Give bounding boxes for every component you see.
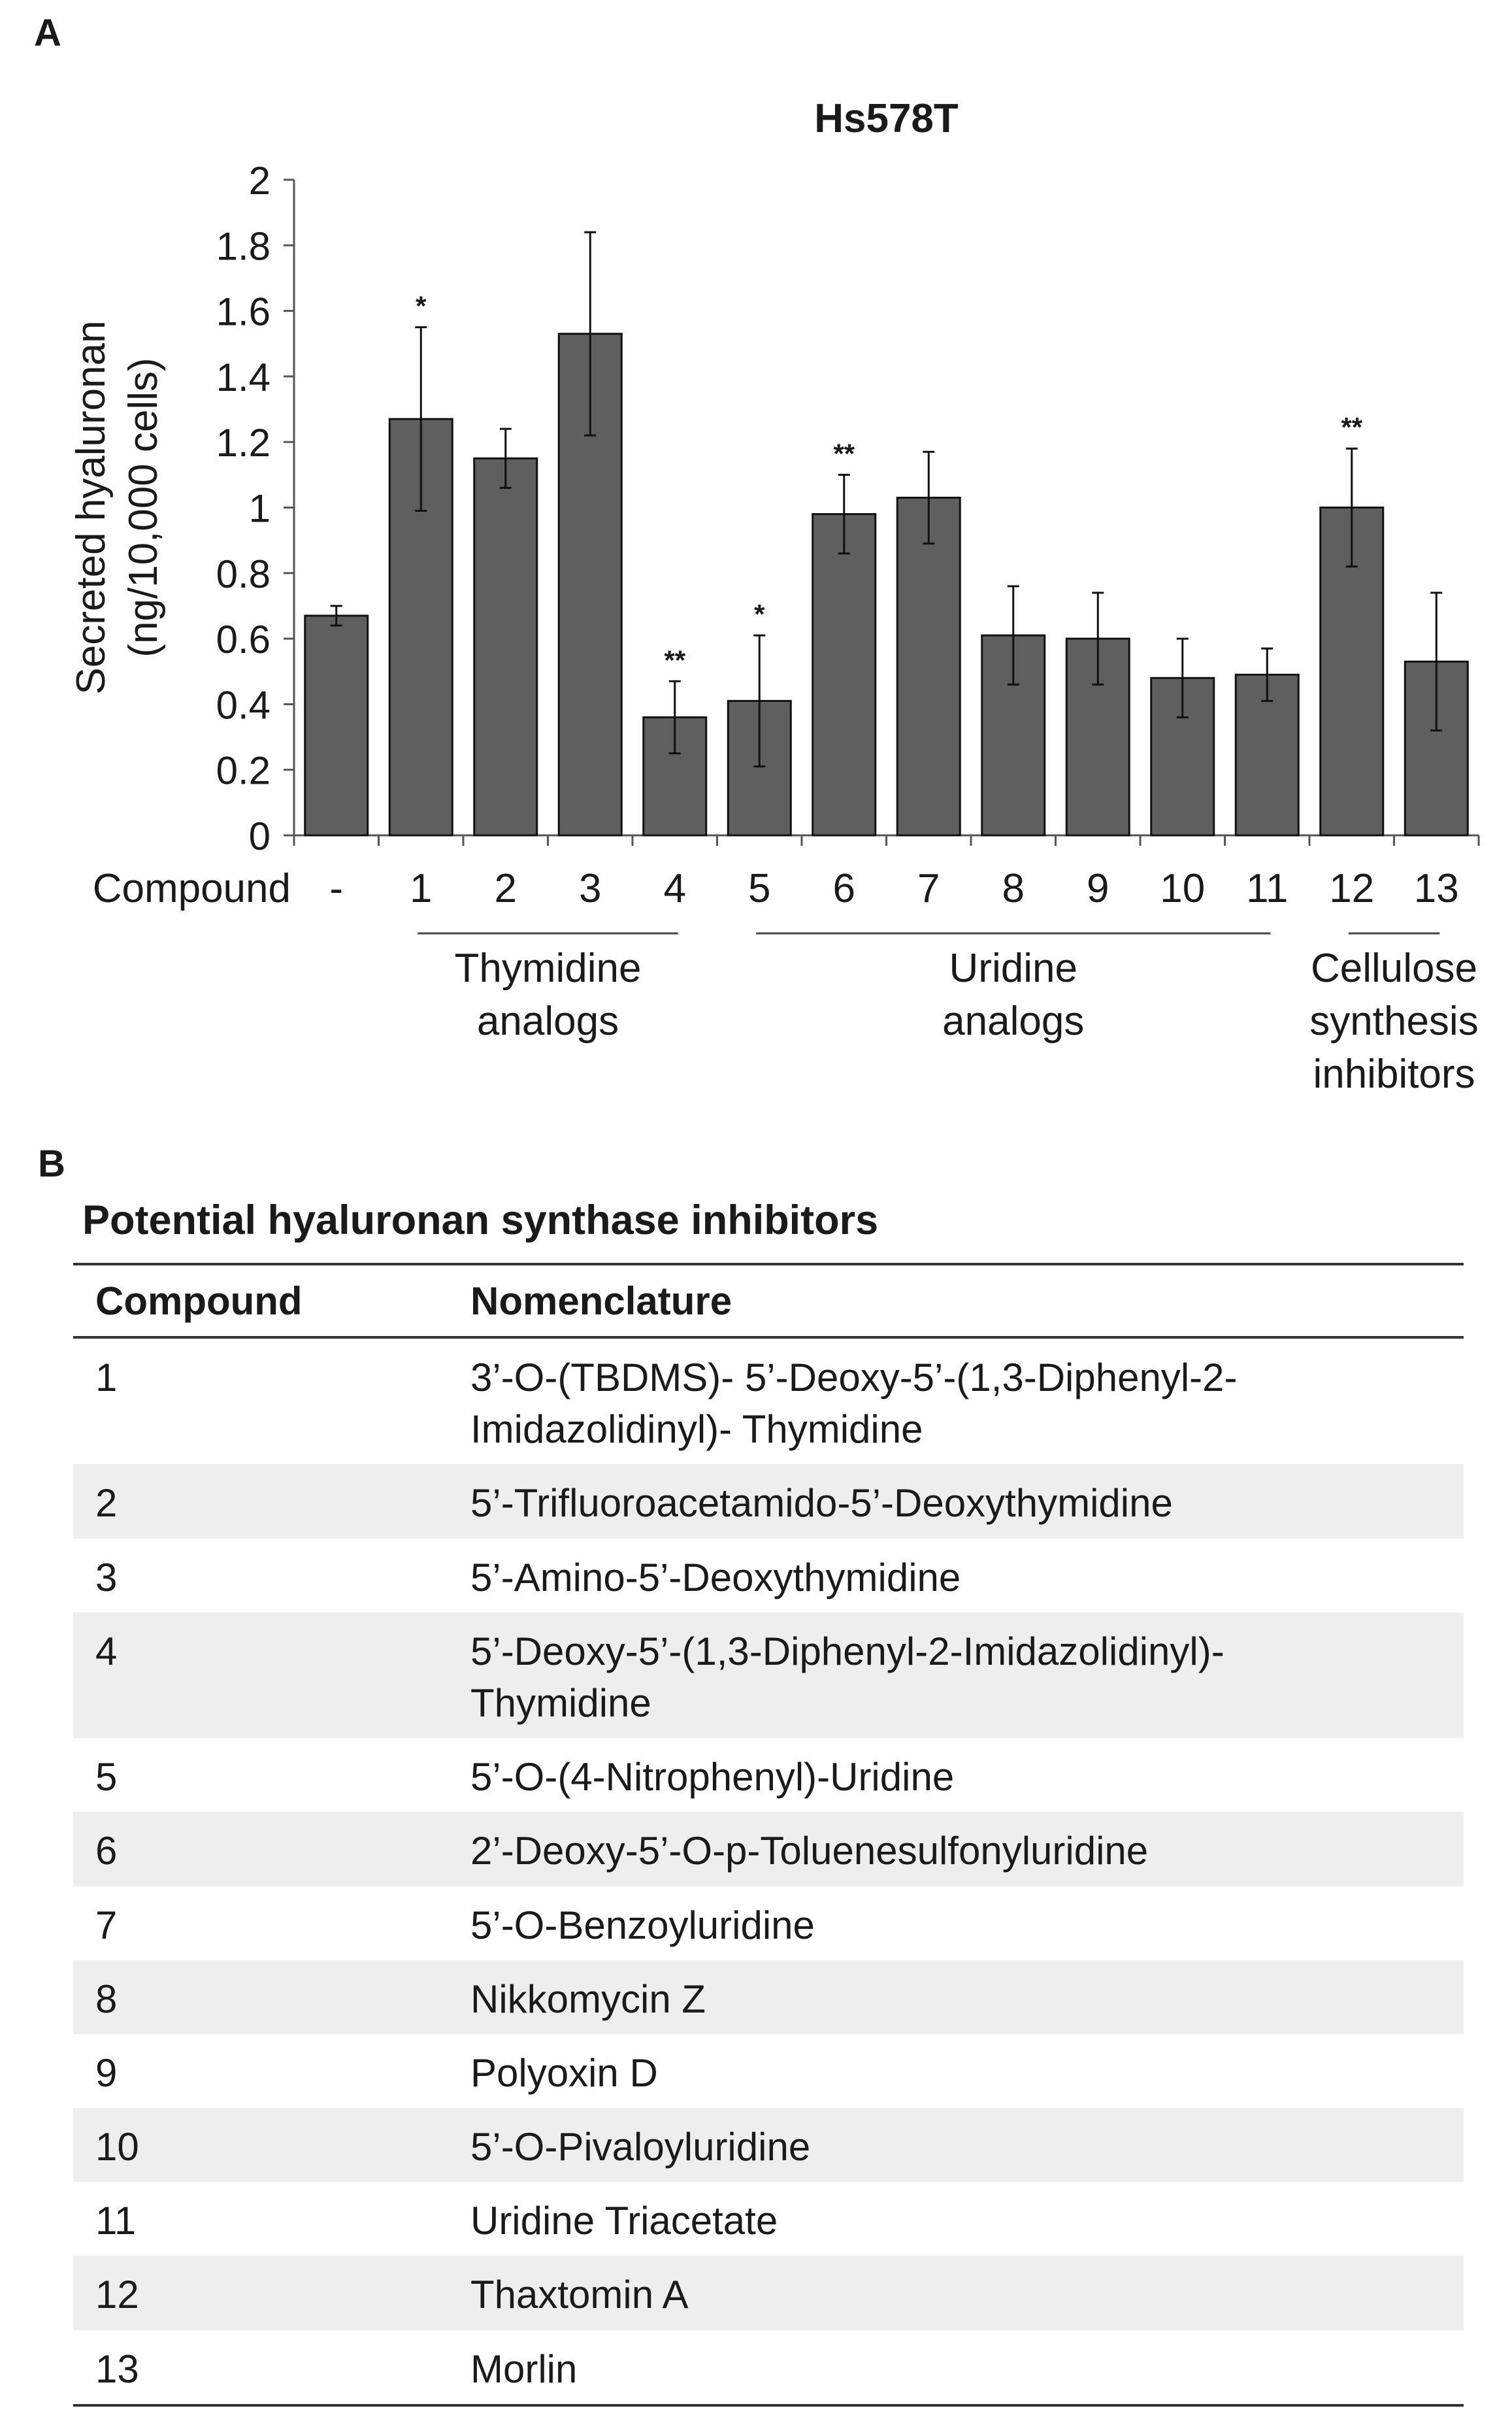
y-axis-label: Secreted hyaluronan (ng/10,000 cells) [69, 320, 166, 695]
table-title: Potential hyaluronan synthase inhibitors [82, 1197, 879, 1243]
y-tick-label: 0.2 [216, 748, 271, 793]
compound-nomenclature [448, 1337, 1464, 1464]
x-tick-label: 11 [1246, 866, 1289, 911]
table-row [73, 2256, 1464, 2330]
nomenclature-line: Uridine Triacetate [470, 2199, 778, 2243]
x-tick-label: 3 [579, 866, 602, 911]
table-row [73, 1613, 1464, 1738]
compound-nomenclature [448, 1464, 1464, 1538]
table-row [73, 1464, 1464, 1538]
significance-marker: ** [833, 438, 855, 469]
nomenclature-line: 5’-Amino-5’-Deoxythymidine [470, 1555, 961, 1599]
x-tick-label: 13 [1413, 866, 1459, 911]
x-tick-label: 2 [494, 866, 517, 911]
header-compound: Compound [95, 1278, 303, 1323]
compound-number: 13 [95, 2347, 139, 2391]
significance-marker: * [754, 599, 765, 630]
y-tick-label: 0.4 [216, 683, 271, 727]
inhibitor-table [73, 1263, 1464, 2407]
compound-nomenclature [448, 2034, 1464, 2108]
table-header-row [73, 1264, 1464, 1337]
table-row [73, 1812, 1464, 1886]
compound-nomenclature [448, 2108, 1464, 2182]
group-label-0: Thymidine analogs [454, 946, 642, 1044]
table-row [73, 2034, 1464, 2108]
compound-nomenclature [448, 2182, 1464, 2256]
x-tick-label: 7 [917, 866, 940, 911]
x-tick-label: 12 [1329, 866, 1375, 911]
compound-nomenclature [448, 1960, 1464, 2034]
nomenclature-line: 5’-Deoxy-5’-(1,3-Diphenyl-2-Imidazolidinyl)- [470, 1629, 1224, 1673]
y-tick-label: 0 [248, 814, 271, 858]
x-tick-label: 6 [832, 866, 855, 911]
nomenclature-line: Morlin [470, 2347, 578, 2391]
bar-- [305, 616, 368, 835]
x-tick-label: 4 [663, 866, 686, 911]
x-tick-label: 5 [748, 866, 771, 911]
chart-title: Hs578T [814, 96, 959, 141]
table-row [73, 1738, 1464, 1812]
compound-number: 7 [95, 1903, 118, 1947]
compound-number: 3 [95, 1555, 118, 1599]
compound-nomenclature [448, 1539, 1464, 1613]
x-tick-label: 1 [410, 866, 433, 911]
group-label-2: Cellulose synthesis inhibitors [1309, 946, 1479, 1097]
bar-7 [897, 497, 960, 835]
compound-nomenclature [448, 1738, 1464, 1812]
compound-nomenclature [448, 1812, 1464, 1886]
compound-number: 6 [95, 1829, 118, 1873]
significance-marker: ** [664, 644, 686, 676]
y-tick-label: 2 [248, 159, 271, 203]
x-tick-label: 8 [1002, 866, 1025, 911]
table-row [73, 2330, 1464, 2405]
nomenclature-line: 3’-O-(TBDMS)- 5’-Deoxy-5’-(1,3-Diphenyl-2- [470, 1356, 1238, 1399]
compound-number: 11 [95, 2199, 137, 2243]
compound-number: 5 [95, 1755, 118, 1799]
nomenclature-line: 5’-O-Pivaloyluridine [470, 2125, 811, 2169]
bar-6 [813, 514, 876, 835]
compound-nomenclature [448, 2256, 1464, 2330]
nomenclature-line: Polyoxin D [470, 2050, 658, 2095]
table-body [73, 1337, 1464, 2405]
compound-number: 4 [95, 1629, 118, 1673]
compound-number: 9 [95, 2050, 118, 2095]
compound-number: 1 [95, 1356, 118, 1399]
compound-number: 10 [95, 2125, 139, 2169]
header-nomenclature: Nomenclature [470, 1278, 732, 1323]
y-tick-label: 0.6 [216, 618, 271, 662]
y-tick-label: 0.8 [216, 552, 271, 596]
nomenclature-line: Imidazolidinyl)- Thymidine [470, 1407, 923, 1452]
y-tick-label: 1 [248, 486, 271, 531]
panel-a-label: A [34, 12, 61, 54]
bar-chart [0, 0, 1512, 1124]
y-tick-label: 1.8 [216, 224, 271, 269]
nomenclature-line: Nikkomycin Z [470, 1977, 706, 2021]
x-tick-label: 9 [1087, 866, 1109, 911]
table-row [73, 2182, 1464, 2256]
nomenclature-line: 5’-O-Benzoyluridine [470, 1903, 815, 1947]
table-row [73, 2108, 1464, 2182]
table-row [73, 1337, 1464, 1464]
nomenclature-line: 5’-O-(4-Nitrophenyl)-Uridine [470, 1755, 955, 1799]
compound-number: 2 [95, 1481, 118, 1526]
y-tick-label: 1.4 [216, 355, 271, 399]
compound-nomenclature [448, 2330, 1464, 2405]
compound-nomenclature [448, 1613, 1464, 1738]
group-label-1: Uridine analogs [942, 946, 1085, 1044]
y-tick-label: 1.2 [216, 421, 271, 465]
compound-nomenclature [448, 1886, 1464, 1960]
table-row [73, 1886, 1464, 1960]
nomenclature-line: 5’-Trifluoroacetamido-5’-Deoxythymidine [470, 1481, 1173, 1526]
y-tick-label: 1.6 [216, 290, 271, 334]
nomenclature-line: Thymidine [470, 1680, 651, 1725]
x-tick-label: - [329, 866, 344, 911]
bar-2 [474, 458, 537, 835]
table-row [73, 1539, 1464, 1613]
x-axis-label: Compound [92, 866, 291, 911]
nomenclature-line: Thaxtomin A [470, 2273, 689, 2317]
significance-marker: * [416, 290, 427, 322]
compound-number: 12 [95, 2273, 139, 2317]
x-tick-label: 10 [1160, 866, 1206, 911]
table-row [73, 1960, 1464, 2034]
panel-b-label: B [38, 1143, 65, 1185]
nomenclature-line: 2’-Deoxy-5’-O-p-Toluenesulfonyluridine [470, 1829, 1149, 1873]
compound-number: 8 [95, 1977, 118, 2021]
significance-marker: ** [1341, 412, 1363, 443]
